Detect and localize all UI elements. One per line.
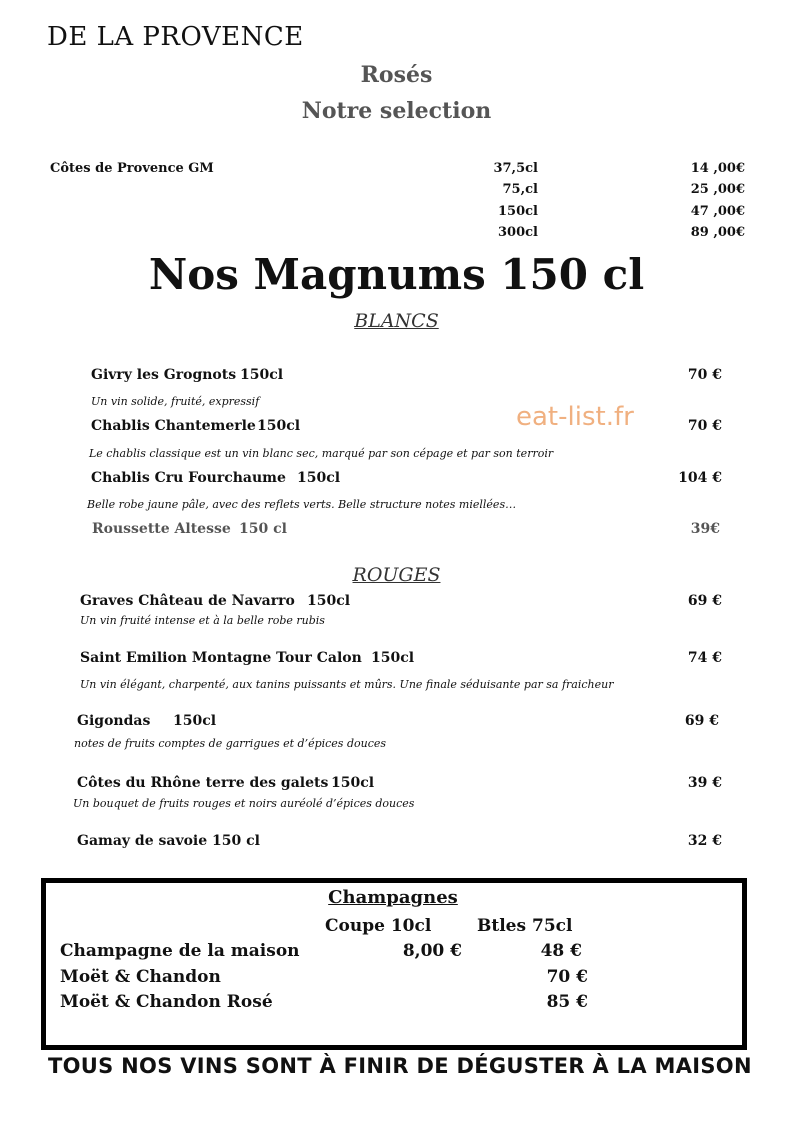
wine-price: 69 € xyxy=(687,593,722,609)
footer-notice: TOUS NOS VINS SONT À FINIR DE DÉGUSTER À LA MAISON xyxy=(48,1054,752,1078)
wine-description: Un bouquet de fruits rouges et noirs auréolé d’épices douces xyxy=(73,797,415,810)
blancs-heading: BLANCS xyxy=(354,310,439,332)
wine-name: Côtes du Rhône terre des galets xyxy=(77,775,329,791)
roses-item-name: Côtes de Provence GM xyxy=(50,161,214,176)
champagne-coupe-price: 8,00 € xyxy=(402,941,462,961)
wine-description: Le chablis classique est un vin blanc sec, marqué par son cépage et par son terroir xyxy=(89,447,554,460)
wine-description: Belle robe jaune pâle, avec des reflets verts. Belle structure notes miellées… xyxy=(87,498,517,511)
wine-price: 69 € xyxy=(684,713,719,729)
wine-name: Roussette Altesse xyxy=(92,521,231,537)
wine-size: 150cl xyxy=(173,713,217,729)
wine-name: Gigondas xyxy=(77,713,151,729)
roses-price: 25 ,00€ xyxy=(690,182,745,197)
wine-size: 150cl xyxy=(257,418,301,434)
wine-price: 39 € xyxy=(687,775,722,791)
roses-size: 150cl xyxy=(498,204,538,219)
page-header-title: DE LA PROVENCE xyxy=(47,22,304,52)
wine-price: 70 € xyxy=(687,367,722,383)
champagnes-heading: Champagnes xyxy=(328,887,458,908)
wine-description: Un vin solide, fruité, expressif xyxy=(91,395,260,408)
wine-price: 74 € xyxy=(687,650,722,666)
champagnes-col-btles: Btles 75cl xyxy=(477,916,573,936)
champagne-name: Champagne de la maison xyxy=(60,941,300,961)
wine-size: 150cl xyxy=(331,775,375,791)
wine-name: Saint Emilion Montagne Tour Calon xyxy=(80,650,362,666)
wine-name: Chablis Chantemerle xyxy=(91,418,256,434)
wine-name: Chablis Cru Fourchaume xyxy=(91,470,286,486)
wine-price: 104 € xyxy=(678,470,722,486)
wine-price: 39€ xyxy=(690,521,720,537)
roses-size: 37,5cl xyxy=(493,161,538,176)
wine-size: 150cl xyxy=(371,650,415,666)
wine-description: notes de fruits comptes de garrigues et d’épices douces xyxy=(74,737,387,750)
wine-price: 32 € xyxy=(687,833,722,849)
rouges-heading: ROUGES xyxy=(352,564,441,586)
wine-name: Givry les Grognots xyxy=(91,367,237,383)
wine-size: 150cl xyxy=(240,367,284,383)
wine-price: 70 € xyxy=(687,418,722,434)
champagne-bottle-price: 48 € xyxy=(540,941,582,961)
wine-description: Un vin fruité intense et à la belle robe rubis xyxy=(80,614,325,627)
roses-price: 14 ,00€ xyxy=(690,161,745,176)
roses-price: 47 ,00€ xyxy=(690,204,745,219)
watermark-text: eat-list.fr xyxy=(516,402,634,432)
roses-heading: Rosés xyxy=(360,62,433,88)
champagne-name: Moët & Chandon Rosé xyxy=(60,992,273,1012)
wine-name: Gamay de savoie 150 cl xyxy=(77,833,260,849)
roses-price: 89 ,00€ xyxy=(690,225,745,240)
roses-size: 300cl xyxy=(498,225,538,240)
wine-size: 150cl xyxy=(297,470,341,486)
roses-subheading: Notre selection xyxy=(301,98,492,124)
champagne-name: Moët & Chandon xyxy=(60,967,221,987)
magnums-title: Nos Magnums 150 cl xyxy=(148,250,645,299)
wine-name: Graves Château de Navarro xyxy=(80,593,295,609)
wine-description: Un vin élégant, charpenté, aux tanins puissants et mûrs. Une finale séduisante par sa fraicheur xyxy=(80,678,614,691)
champagnes-col-coupe: Coupe 10cl xyxy=(325,916,432,936)
wine-size: 150 cl xyxy=(239,521,287,537)
wine-size: 150cl xyxy=(307,593,351,609)
roses-size: 75,cl xyxy=(502,182,538,197)
champagne-bottle-price: 70 € xyxy=(546,967,588,987)
champagne-bottle-price: 85 € xyxy=(546,992,588,1012)
